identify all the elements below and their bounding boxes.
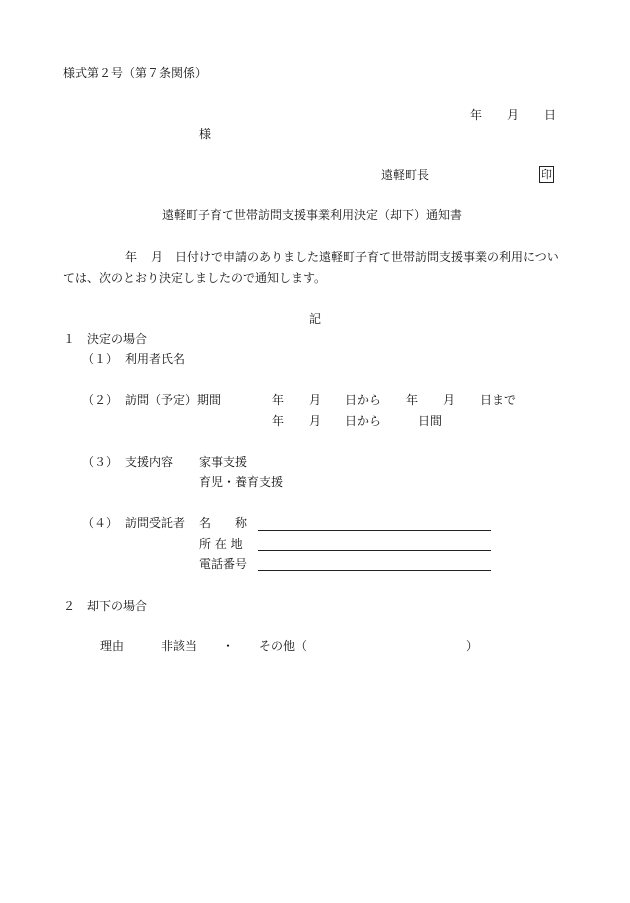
period-row1-until: 日まで (480, 393, 517, 407)
contractor-phone-label: 電話番号 (199, 557, 248, 571)
date-day-label: 日 (544, 108, 557, 122)
issuer-title: 遠軽町長 (381, 168, 430, 182)
section2-heading: ２ 却下の場合 (63, 599, 148, 613)
period-row1-month2: 月 (443, 393, 456, 407)
contractor-name-label: 名 称 (199, 516, 248, 530)
period-row1-year2: 年 (406, 393, 419, 407)
period-row2-days: 日間 (418, 414, 443, 428)
item3-number: （３） (82, 455, 119, 469)
document-title: 遠軽町子育て世帯訪問支援事業利用決定（却下）通知書 (162, 208, 463, 222)
contractor-phone-line (258, 570, 491, 571)
support-option-childcare: 育児・養育支援 (199, 475, 284, 489)
item1-label: 利用者氏名 (125, 352, 186, 366)
contractor-name-line (258, 530, 491, 531)
contractor-address-label: 所 在 地 (199, 537, 243, 551)
item3-label: 支援内容 (125, 455, 174, 469)
support-option-housework: 家事支援 (199, 455, 248, 469)
item4-label: 訪問受託者 (125, 516, 186, 530)
period-row1-month: 月 (309, 393, 322, 407)
body-month: 月 (151, 250, 164, 264)
reason-separator: ・ (222, 639, 235, 653)
body-line-1-text: 日付けで申請のありました遠軽町子育て世帯訪問支援事業の利用につい (175, 250, 559, 264)
period-row1-year: 年 (272, 393, 285, 407)
addressee-suffix: 様 (199, 127, 212, 141)
date-month-label: 月 (507, 108, 520, 122)
body-line-1 (125, 251, 559, 263)
section1-heading: １ 決定の場合 (63, 332, 148, 346)
contractor-address-line (258, 550, 491, 551)
form-number: 様式第２号（第７条関係） (63, 66, 208, 80)
item2-label: 訪問（予定）期間 (125, 393, 222, 407)
reason-other-close-paren: ） (466, 639, 479, 653)
seal-mark: 印 (541, 168, 552, 181)
reason-option-other: その他（ (259, 639, 308, 653)
item2-number: （２） (82, 393, 119, 407)
reason-label: 理由 (100, 639, 125, 653)
body-year: 年 (125, 250, 138, 264)
reason-option-not-applicable: 非該当 (161, 639, 198, 653)
ki-heading: 記 (309, 312, 322, 326)
period-row1-from: 日から (345, 393, 382, 407)
item4-number: （４） (82, 516, 119, 530)
period-row2-year: 年 (272, 414, 285, 428)
date-year-label: 年 (470, 108, 483, 122)
item1-number: （１） (82, 352, 119, 366)
body-line-2: ては、次のとおり決定しましたので通知します。 (63, 271, 327, 285)
period-row2-month: 月 (309, 414, 322, 428)
period-row2-from: 日から (345, 414, 382, 428)
